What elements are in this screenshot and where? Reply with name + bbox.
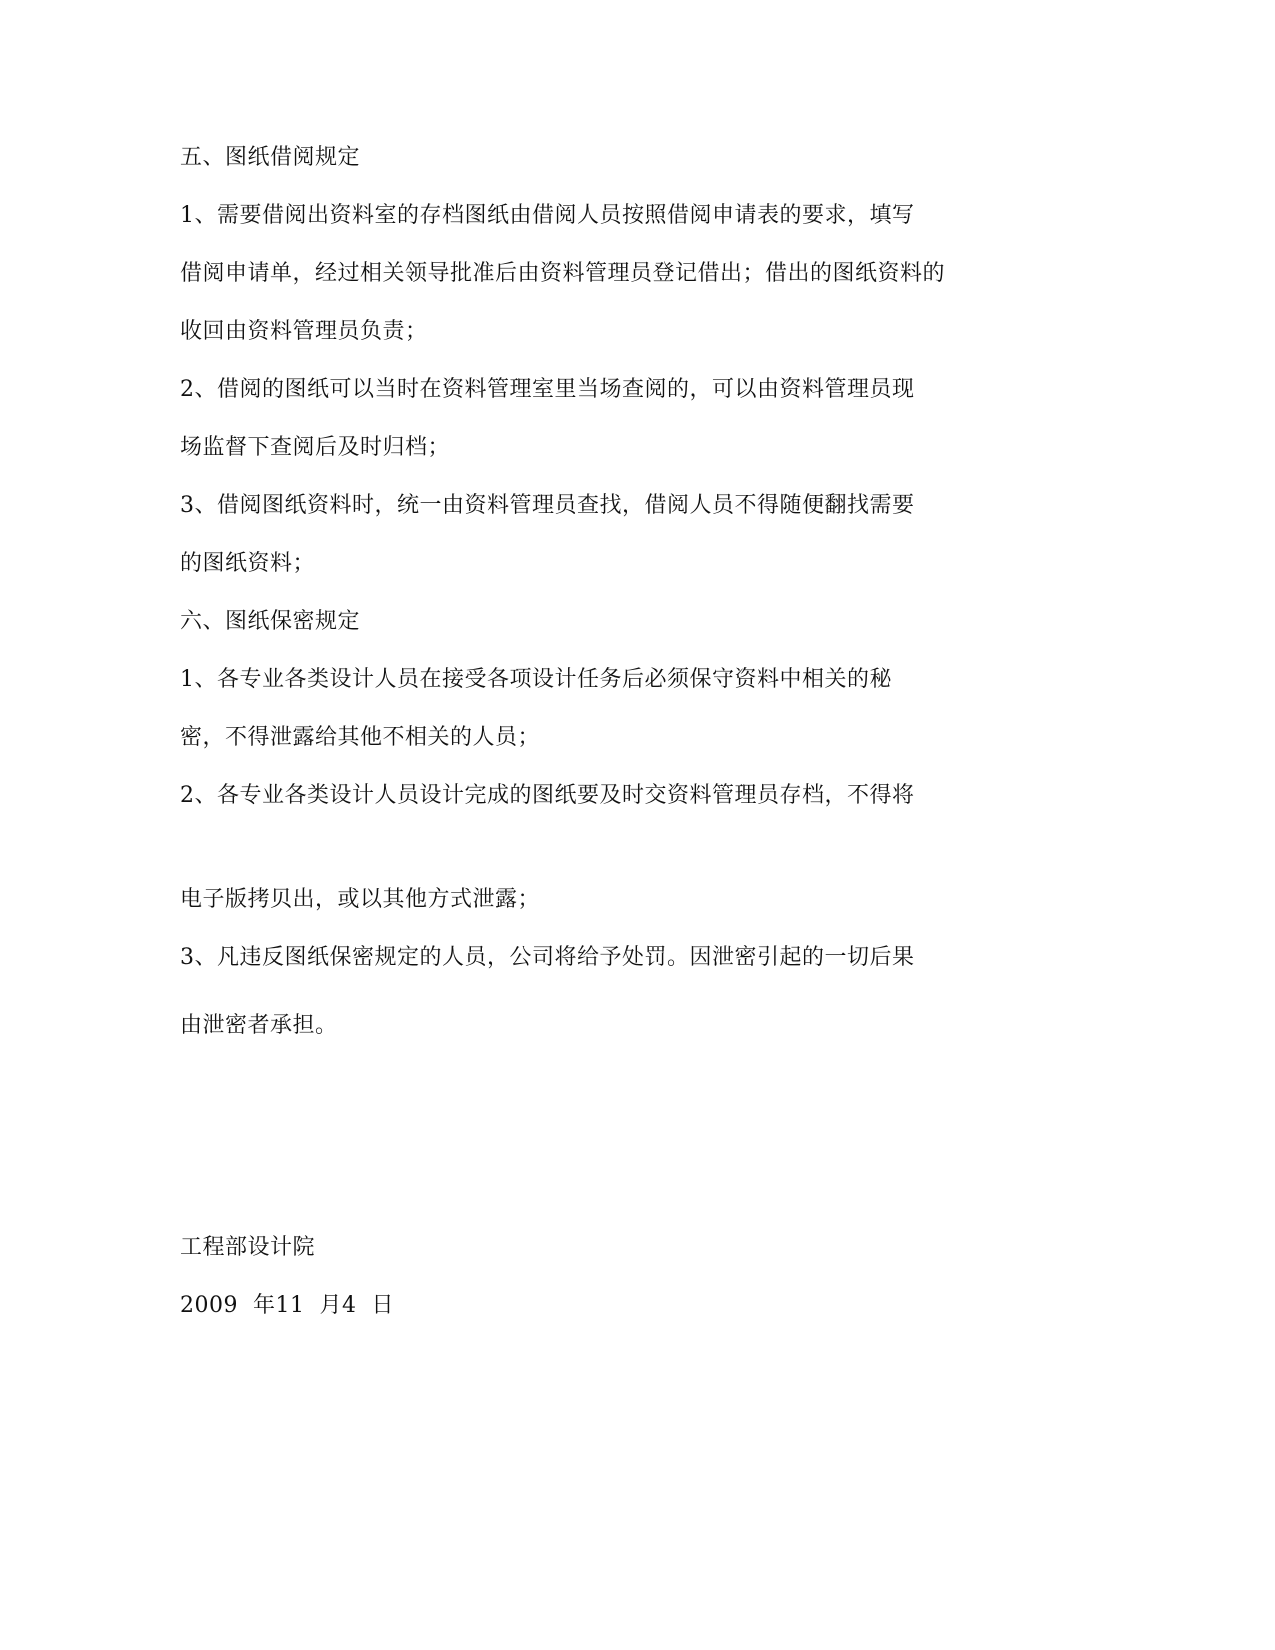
section-5-item-1-line-3: 收回由资料管理员负责； <box>180 319 428 344</box>
section-5-heading: 五、图纸借阅规定 <box>180 145 361 170</box>
section-6-item-2-line-2: 电子版拷贝出，或以其他方式泄露； <box>180 887 541 912</box>
section-5-item-2-line-2: 场监督下查阅后及时归档； <box>180 435 451 460</box>
section-5-item-1-line-1: 1、需要借阅出资料室的存档图纸由借阅人员按照借阅申请表的要求，填写 <box>180 203 915 228</box>
section-6-heading: 六、图纸保密规定 <box>180 609 361 634</box>
signature-organization: 工程部设计院 <box>180 1235 316 1260</box>
section-5-item-3-line-1: 3、借阅图纸资料时，统一由资料管理员查找，借阅人员不得随便翻找需要 <box>180 493 915 518</box>
section-6-item-1-line-2: 密，不得泄露给其他不相关的人员； <box>180 725 541 750</box>
section-5-item-3-line-2: 的图纸资料； <box>180 551 316 576</box>
section-6-item-1-line-1: 1、各专业各类设计人员在接受各项设计任务后必须保守资料中相关的秘 <box>180 667 892 692</box>
signature-date: 2009 年11 月4 日 <box>180 1293 394 1318</box>
section-5-item-1-line-2: 借阅申请单，经过相关领导批准后由资料管理员登记借出；借出的图纸资料的 <box>180 261 946 286</box>
section-6-item-2-line-1: 2、各专业各类设计人员设计完成的图纸要及时交资料管理员存档，不得将 <box>180 783 915 808</box>
section-5-item-2-line-1: 2、借阅的图纸可以当时在资料管理室里当场查阅的，可以由资料管理员现 <box>180 377 915 402</box>
section-6-item-3-line-1: 3、凡违反图纸保密规定的人员，公司将给予处罚。因泄密引起的一切后果 <box>180 945 915 970</box>
section-6-item-3-line-2: 由泄密者承担。 <box>180 1013 338 1038</box>
